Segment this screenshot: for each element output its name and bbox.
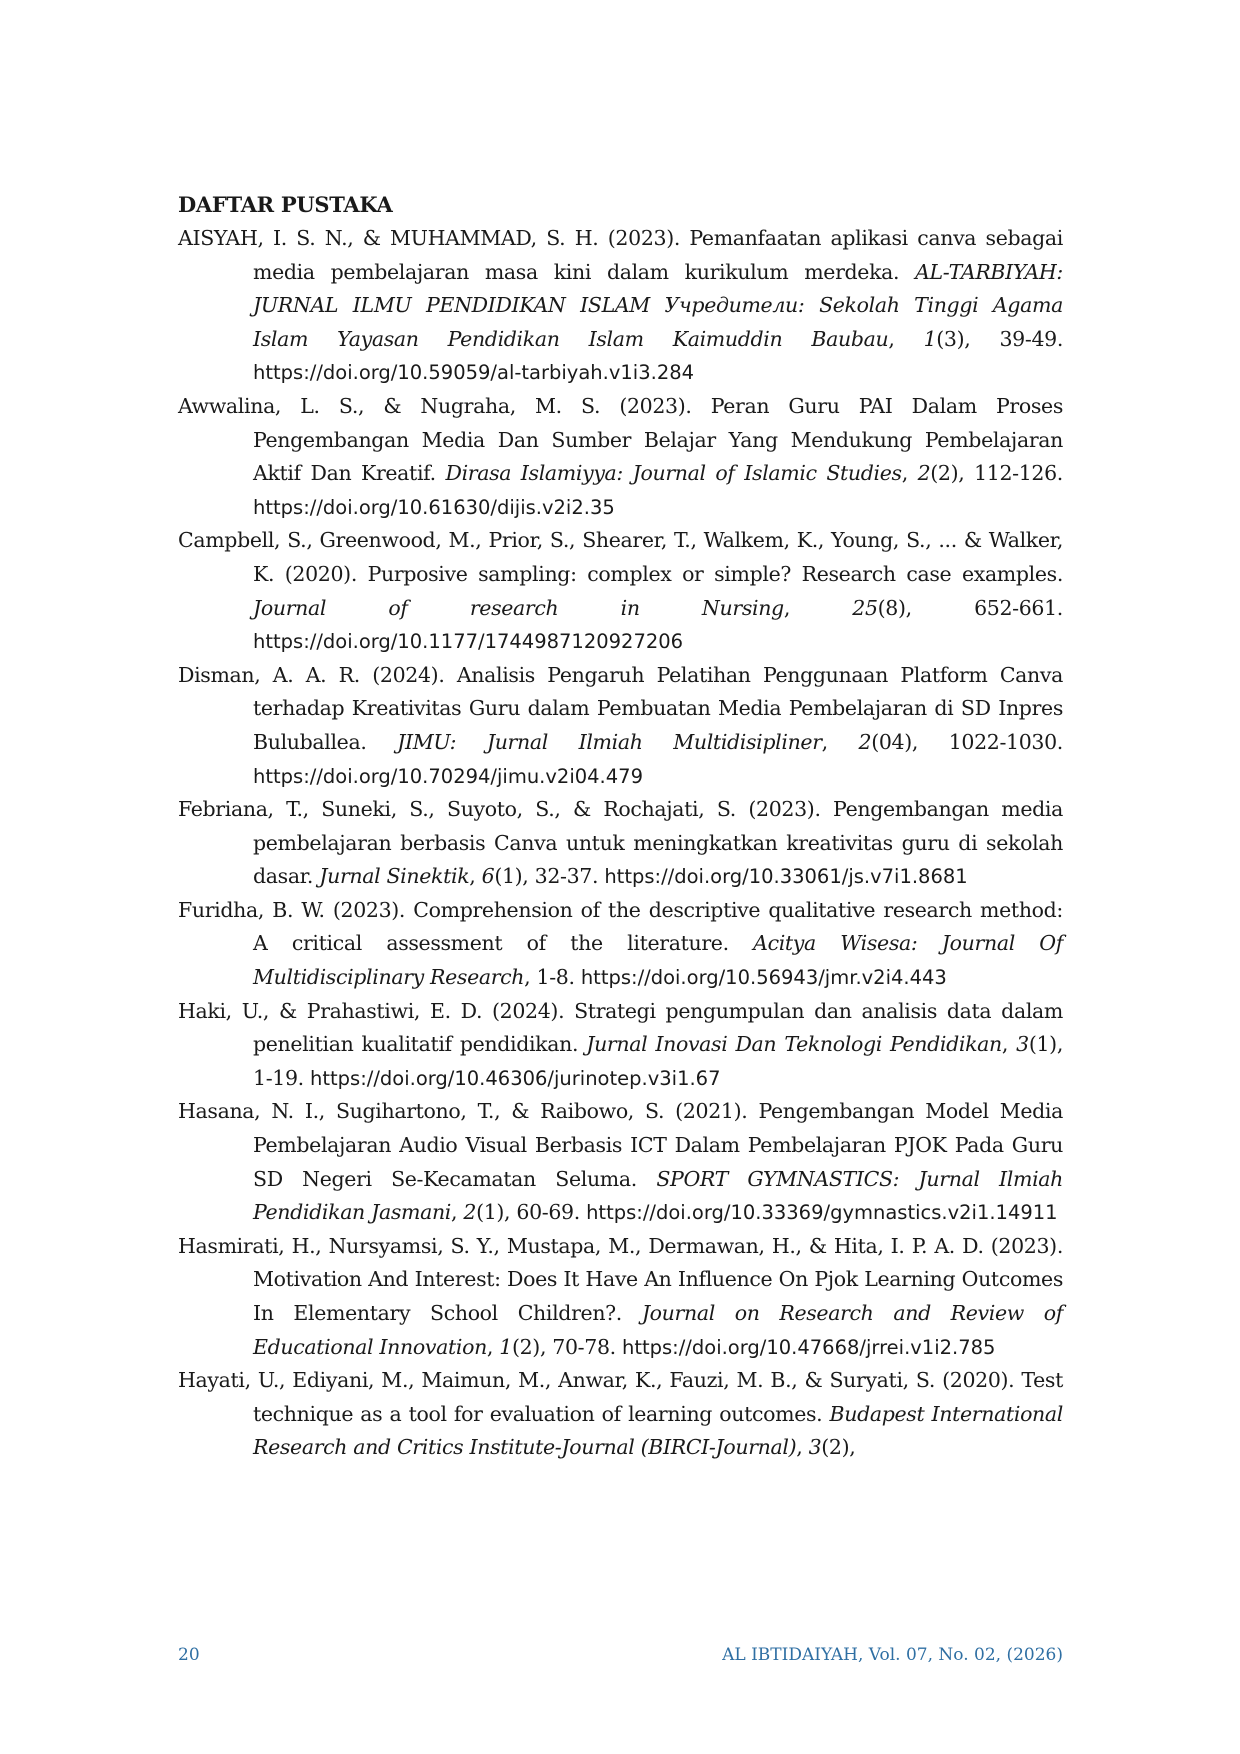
reference-journal: Acitya Wisesa: Journal Of Multidisciplinary Research (253, 931, 1063, 990)
reference-separator: , (451, 1200, 464, 1225)
reference-issue-pages: (04), 1022-1030. (871, 729, 1063, 754)
reference-journal: AL-TARBIYAH: JURNAL ILMU PENDIDIKAN ISLAM Учредители: Sekolah Tinggi Agama Islam Yayasan Pendidikan Islam Kaimuddin Baubau (253, 259, 1063, 351)
reference-separator: , (1001, 1032, 1017, 1057)
reference-authors-title: AISYAH, I. S. N., & MUHAMMAD, S. H. (2023). Pemanfaatan aplikasi canva sebagai media pembelajaran masa kini dalam kurikulum merdeka. (178, 226, 1063, 284)
reference-issue-pages: (1), 32-37. (494, 864, 605, 889)
reference-volume: 2 (858, 729, 872, 754)
reference-journal: Dirasa Islamiyya: Journal of Islamic Studies (445, 461, 902, 486)
reference-authors-title: Awwalina, L. S., & Nugraha, M. S. (2023). Peran Guru PAI Dalam Proses Pengembangan Media Dan Sumber Belajar Yang Mendukung Pembelajaran Aktif Dan Kreatif. (178, 393, 1063, 486)
reference-separator: , (796, 1435, 809, 1460)
reference-volume: 6 (481, 864, 495, 889)
reference-volume: 1 (923, 326, 937, 351)
reference-doi-link[interactable]: https://doi.org/10.70294/jimu.v2i04.479 (253, 764, 643, 788)
reference-doi-link[interactable]: https://doi.org/10.1177/1744987120927206 (253, 630, 684, 654)
reference-volume: 3 (1016, 1032, 1029, 1057)
reference-journal: Jurnal Inovasi Dan Teknologi Pendidikan (586, 1032, 1002, 1057)
reference-entry (178, 793, 1063, 894)
reference-entry (178, 1095, 1063, 1229)
reference-doi-link[interactable]: https://doi.org/10.47668/jrrei.v1i2.785 (621, 1335, 996, 1359)
reference-authors-title: Febriana, T., Suneki, S., Suyoto, S., & Rochajati, S. (2023). Pengembangan media pembelajaran berbasis Canva untuk meningkatkan kreativitas guru di sekolah dasar. (178, 797, 1063, 889)
reference-issue-pages: (2), 70-78. (511, 1334, 622, 1359)
reference-separator: , (486, 1334, 500, 1359)
reference-authors-title: Hasana, N. I., Sugihartono, T., & Raibowo, S. (2021). Pengembangan Model Media Pembelajaran Audio Visual Berbasis ICT Dalam Pembelajaran PJOK Pada Guru SD Negeri Se-Kecamatan Seluma. (178, 1099, 1063, 1191)
reference-authors-title: Furidha, B. W. (2023). Comprehension of the descriptive qualitative research method: A critical assessment of the literature. (178, 897, 1063, 956)
reference-doi-link[interactable]: https://doi.org/10.33369/gymnastics.v2i1.14911 (586, 1201, 1058, 1225)
reference-separator: , (888, 326, 924, 351)
reference-entry (178, 894, 1063, 995)
reference-doi-link[interactable]: https://doi.org/10.46306/jurinotep.v3i1.67 (310, 1066, 721, 1090)
reference-journal: Journal of research in Nursing (253, 595, 784, 620)
reference-authors-title: Disman, A. A. R. (2024). Analisis Pengaruh Pelatihan Penggunaan Platform Canva terhadap Kreativitas Guru dalam Pembuatan Media Pembelajaran di SD Inpres Buluballea. (178, 662, 1063, 754)
reference-authors-title: Campbell, S., Greenwood, M., Prior, S., Shearer, T., Walkem, K., Young, S., ... & Walker, K. (2020). Purposive sampling: complex or simple? Research case examples. (178, 528, 1063, 586)
reference-doi-link[interactable]: https://doi.org/10.56943/jmr.v2i4.443 (580, 966, 947, 990)
reference-authors-title: Hasmirati, H., Nursyamsi, S. Y., Mustapa, M., Dermawan, H., & Hita, I. P. A. D. (2023). Motivation And Interest: Does It Have An Influence On Pjok Learning Outcomes In Elementary School Children?. (178, 1233, 1063, 1325)
reference-journal: Jurnal Sinektik (319, 864, 470, 889)
reference-issue-pages: (1), 1-19. (253, 1032, 1063, 1090)
page-number: 20 (178, 1645, 200, 1665)
reference-volume: 2 (917, 461, 931, 486)
reference-list-section (178, 190, 1063, 1465)
reference-volume: 1 (499, 1334, 512, 1359)
reference-authors-title: Hayati, U., Ediyani, M., Maimun, M., Anwar, K., Fauzi, M. B., & Suryati, S. (2020). Test technique as a tool for evaluation of learning outcomes. (178, 1368, 1063, 1426)
reference-entry (178, 659, 1063, 793)
reference-entry (178, 1364, 1063, 1465)
reference-journal: SPORT GYMNASTICS: Jurnal Ilmiah Pendidikan Jasmani (253, 1166, 1064, 1225)
reference-doi-link[interactable]: https://doi.org/10.33061/js.v7i1.8681 (604, 865, 968, 889)
reference-authors-title: Haki, U., & Prahastiwi, E. D. (2024). Strategi pengumpulan dan analisis data dalam penelitian kualitatif pendidikan. (178, 998, 1063, 1057)
reference-entry (178, 524, 1063, 658)
reference-journal: JIMU: Jurnal Ilmiah Multidisipliner (397, 729, 822, 754)
reference-issue-pages: (2), 112-126. (930, 461, 1063, 486)
reference-entry (178, 995, 1063, 1096)
reference-volume: 25 (852, 595, 878, 620)
reference-separator: , (901, 461, 918, 486)
reference-doi-link[interactable]: https://doi.org/10.61630/dijis.v2i2.35 (253, 495, 615, 519)
reference-separator: , (469, 864, 482, 889)
reference-issue-pages: (3), 39-49. (936, 326, 1064, 351)
reference-separator: , (821, 729, 859, 754)
reference-volume: 2 (463, 1200, 477, 1225)
section-heading: DAFTAR PUSTAKA (178, 192, 393, 217)
reference-entry (178, 222, 1063, 390)
reference-issue-pages: (2), (821, 1435, 856, 1460)
reference-entry (178, 390, 1063, 524)
reference-separator: , (783, 595, 853, 620)
reference-issue-pages: (1), 60-69. (476, 1200, 587, 1225)
reference-entry (178, 1230, 1063, 1364)
reference-journal: Journal on Research and Review of Educational Innovation (253, 1301, 1064, 1359)
reference-list (178, 222, 1063, 1465)
reference-issue-pages: , 1-8. (524, 965, 581, 990)
reference-doi-link[interactable]: https://doi.org/10.59059/al-tarbiyah.v1i3.284 (253, 361, 695, 385)
journal-info: AL IBTIDAIYAH, Vol. 07, No. 02, (2026) (722, 1645, 1063, 1665)
reference-volume: 3 (808, 1435, 822, 1460)
reference-journal: Budapest International Research and Critics Institute-Journal (BIRCI-Journal) (253, 1401, 1063, 1460)
reference-issue-pages: (8), 652-661. (877, 595, 1063, 620)
page-footer (178, 1645, 1063, 1665)
